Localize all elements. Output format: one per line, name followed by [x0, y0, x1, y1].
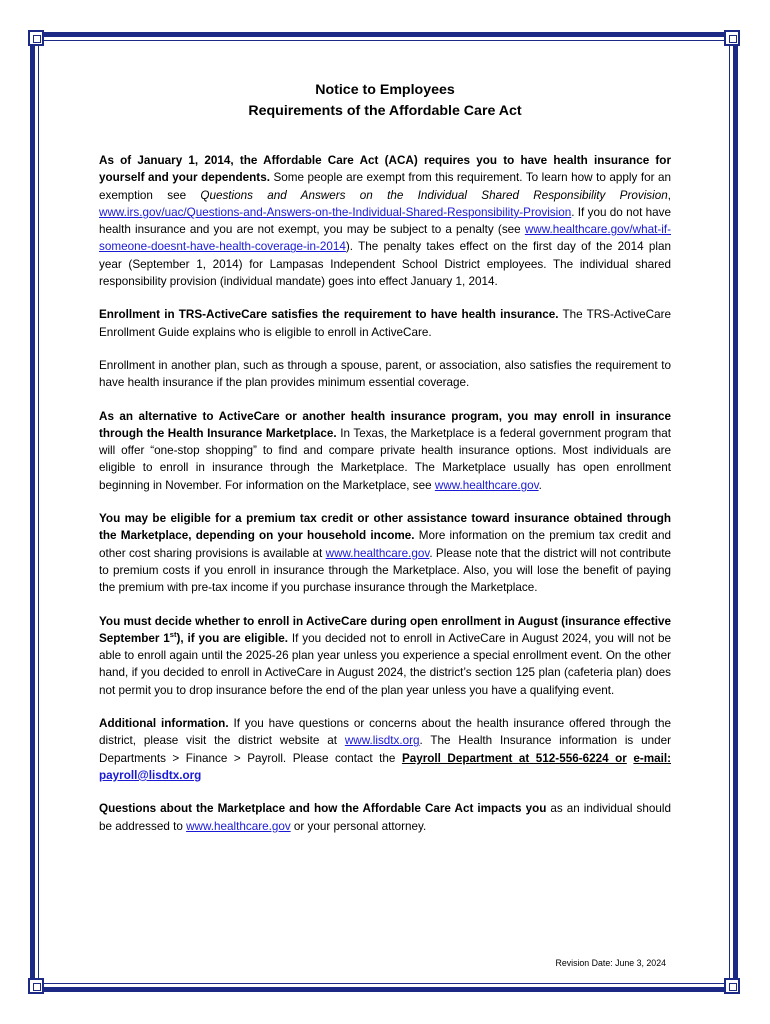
paragraph-lead: Questions about the Marketplace and how the Affordable Care Act impacts you — [99, 802, 547, 816]
text-segment: or your personal attorney. — [290, 819, 427, 833]
border-corner-ornament — [28, 978, 44, 994]
text-segment: , — [667, 188, 671, 202]
healthcare-gov-link[interactable]: www.healthcare.gov — [186, 819, 291, 833]
paragraph-lead: As an alternative to ActiveCare or another health insurance program, you may enroll in insurance through the Health Insurance Marketplace. — [99, 409, 671, 440]
paragraph-aca-requirement — [99, 152, 671, 290]
payroll-contact: Payroll Department at 512-556-6224 or — [401, 751, 627, 765]
ordinal-suffix: st — [169, 629, 177, 639]
healthcare-penalty-link[interactable]: www.healthcare.gov/what-if-someone-doesnt-have-health-coverage-in-2014 — [99, 223, 671, 254]
text-segment: If you decided not to enroll in ActiveCare in August 2024, you will not be able to enroll again until the 2025-26 plan year unless you experience a special enrollment event. On the other hand, if you decided to enroll in ActiveCare in August 2024, the district’s section 125 plan (cafeteria plan) does not permit you to drop insurance before the end of the plan year unless you have a qualifying event. — [99, 631, 671, 697]
text-segment: as an individual should be addressed to — [99, 802, 671, 833]
text-segment: . If you do not have health insurance and you are not exempt, you may be subject to a penalty (see — [99, 205, 671, 237]
text-segment: The TRS-ActiveCare Enrollment Guide explains who is eligible to enroll in ActiveCare. — [99, 308, 671, 339]
paragraph-lead: As of January 1, 2014, the Affordable Care Act (ACA) requires you to have health insurance for yourself and your dependents. — [99, 154, 671, 185]
title-line-2: Requirements of the Affordable Care Act — [248, 103, 522, 119]
text-segment: . — [538, 478, 542, 492]
paragraph-questions — [99, 800, 671, 835]
revision-date: Revision Date: June 3, 2024 — [555, 958, 666, 968]
text-segment: . Please note that the district will not contribute to premium costs if you enroll in insurance through the Marketplace. Also, you will lose the benefit of paying the premium with pre-tax income if you purchase insurance through the Marketplace. — [99, 546, 671, 595]
district-website-link[interactable]: www.lisdtx.org — [344, 734, 420, 748]
text-segment: . The Health Insurance information is under Departments > Finance > Payroll. Please contact the — [99, 734, 672, 765]
text-segment: You must decide whether to enroll in ActiveCare during open enrollment in August (insurance effective September 1 — [99, 614, 671, 645]
paragraph-tax-credit — [99, 510, 671, 596]
border-corner-ornament — [724, 30, 740, 46]
paragraph-trs-activecare — [99, 306, 671, 341]
publication-title: Questions and Answers on the Individual Shared Responsibility Provision — [200, 188, 668, 202]
text-segment: ). The penalty takes effect on the first day of the 2014 plan year (September 1, 2014) for Lampasas Independent School District employees. The individual shared responsibility provision (individual mandate) goes into effect January 1, 2014. — [99, 240, 671, 289]
text-segment: If you have questions or concerns about the health insurance offered through the district, please visit the district website at — [99, 717, 671, 748]
text-segment: ), if you are eligible. — [176, 631, 289, 645]
healthcare-gov-link[interactable]: www.healthcare.gov — [434, 478, 539, 492]
title-line-1: Notice to Employees — [315, 82, 455, 98]
page-title — [99, 80, 671, 122]
email-label: e-mail: — [633, 751, 672, 765]
payroll-email-link[interactable]: payroll@lisdtx.org — [99, 768, 202, 782]
paragraph-other-plan — [99, 357, 671, 392]
paragraph-lead: Enrollment in TRS-ActiveCare satisfies the requirement to have health insurance. — [99, 308, 559, 322]
irs-link[interactable]: www.irs.gov/uac/Questions-and-Answers-on-the-Individual-Shared-Responsibility-Provision — [99, 205, 572, 219]
text-segment: More information on the premium tax credit and other cost sharing provisions is available at — [99, 529, 671, 560]
paragraph-lead: You may be eligible for a premium tax credit or other assistance toward insurance obtained through the Marketplace, depending on your household income. — [99, 512, 671, 543]
border-corner-ornament — [724, 978, 740, 994]
paragraph-additional-info — [99, 715, 671, 784]
text-segment: Enrollment in another plan, such as through a spouse, parent, or association, also satisfies the requirement to have health insurance if the plan provides minimum essential coverage. — [99, 358, 671, 390]
healthcare-gov-link[interactable]: www.healthcare.gov — [325, 546, 430, 560]
notice-body — [99, 80, 671, 851]
paragraph-lead: Additional information. — [99, 717, 229, 731]
paragraph-marketplace — [99, 408, 671, 494]
text-segment: Some people are exempt from this requirement. To learn how to apply for an exemption see — [99, 171, 671, 202]
paragraph-open-enrollment — [99, 613, 671, 699]
border-corner-ornament — [28, 30, 44, 46]
text-segment: In Texas, the Marketplace is a federal government program that will offer “one-stop shopping” to find and compare private health insurance options. Most individuals are eligible to enroll in insurance through the Marketplace. The Marketplace usually has open enrollment beginning in November. For information on the Marketplace, see — [99, 426, 671, 492]
